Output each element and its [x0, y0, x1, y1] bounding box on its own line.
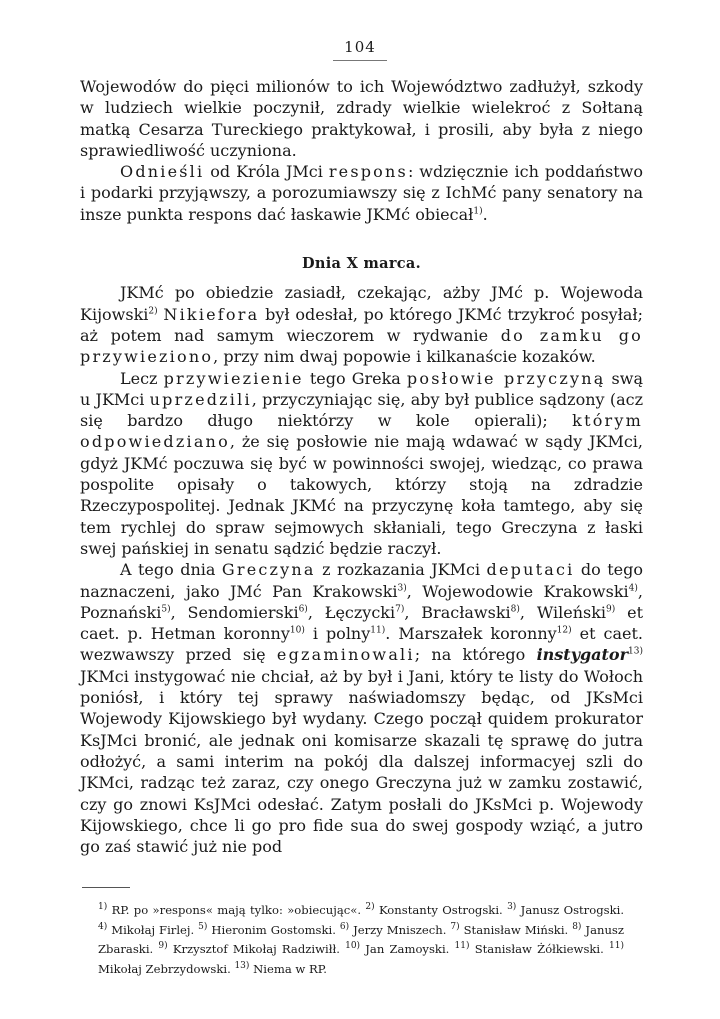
footnote-ref: 4) [628, 583, 638, 594]
footnote-ref: 9) [606, 604, 616, 615]
paragraph-1: Wojewodów do pięci milionów to ich Województwo zadłużył, szkody w ludziech wielkie poczynił, zdrady wielkie wielekroć z Sołtaną matką Cesarza Tureckiego praktykował, i prosili, aby była z niego sprawiedliwość uczyniona. [80, 77, 643, 160]
footnotes [98, 901, 624, 979]
footnote-ref: 6) [298, 604, 308, 615]
section-heading: Dnia X marca. [302, 255, 421, 273]
footnote-ref: 12) [556, 625, 572, 636]
footnote-ref: 13) [628, 647, 643, 658]
footnote-ref: 7) [395, 604, 405, 615]
footnote-rule [82, 887, 130, 888]
footnote-block: $^{1)}$ RP. po »respons« mają tylko: »obiecując«. $^{2)}$ Konstanty Ostrogski. $^{3)}$ Janusz Ostrogski. $^{4)}$ Mikołaj Firlej. $^{5)}$ Hieronim Gostomski. $^{6)}$ Jerzy Mniszech. $^{7)}$ Stanisław Miński. $^{8)}$ Janusz Zbaraski. $^{9)}$ Krzysztof Mikołaj Radziwiłł. $^{10)}$ Jan Zamoyski. $^{11)}$ Stanisław Żółkiewski. $^{11)}$ Mikołaj Zebrzydowski. $^{13)}$ Niema w RP. [98, 902, 624, 976]
footnote-ref: 2) [148, 306, 158, 317]
paragraph-5: A tego dnia Greczyna z rozkazania JKMci deputaci do tego naznaczeni, jako JMć Pan Krakowski$^{3)}$, Wojewodowie Krakowski$^{4)}$, Poznański$^{5)}$, Sendomierski$^{6)}$, Łęczycki$^{7)}$, Bracławski$^{8)}$, Wileński$^{9)}$ et caet. p. Hetman koronny$^{10)}$ i polny$^{11)}$. Marszałek koronny$^{12)}$ et caet. wezwawszy przed się egzaminowali; na którego instygator$^{13)}$ JKMci instygować nie chciał, aż by był i Jani, który te listy do Wołoch poniósł, i który tej sprawy naświadomszy będąc, od JKsMci Wojewody Kijowskiego był wydany. Czego począł quidem prokurator KsJMci bronić, ale jednak oni komisarze skazali tę sprawę do jutra odłożyć, a sami interim na pokój dla dalszej informacyej szli do JKMci, radząc też zaraz, czy onego Greczyna już w zamku zostawić, czy go znowi KsJMci odesłać. Zatym posłali do JKsMci p. Wojewody Kijowskiego, chce li go pro fide sua do swej gospody wziąć, a jutro go zaś stawić już nie pod [80, 560, 644, 857]
footnote-ref: 5) [161, 604, 171, 615]
page-number: 104 [344, 38, 376, 56]
footnote-ref: 1) [473, 206, 483, 217]
footnote-ref: 10) [289, 625, 305, 636]
body-text [80, 76, 643, 857]
paragraph-3: JKMć po obiedzie zasiadł, czekając, ażby JMć p. Wojewoda Kijowski$^{2)}$ Nikiefora był odesłał, po którego JKMć trzykroć posyłał; aż potem nad samym wieczorem w rydwanie do zamku go przywieziono, przy nim dwaj popowie i kilkanaście kozaków. [80, 283, 644, 367]
paragraph-2: Odnieśli od Króla JMci respons: wdzięcznie ich poddaństwo i podarki przyjąwszy, a porozumiawszy się z IchMć pany senatory na insze punkta respons dać łaskawie JKMć obiecał$^{1)}$. [80, 162, 644, 224]
paragraph-4: Lecz przywiezienie tego Greka posłowie przyczyną swą u JKMci uprzedzili, przyczyniając się, aby był publice sądzony (acz się bardzo długo niektórzy w kole opierali); którym odpowiedziano, że się posłowie nie mają wdawać w sądy JKMci, gdyż JKMć poczuwa się być w powinności swojej, wiedząc, co prawa pospolite opisały o takowych, którzy stoją na zdradzie Rzeczypospolitej. Jednak JKMć na przyczynę koła tamtego, aby się tem rychlej do spraw sejmowych skłaniali, tego Greczyna z łaski swej pańskiej in senatu sądzić będzie raczył. [80, 368, 644, 558]
footnote-ref: 3) [397, 583, 407, 594]
footnote-ref: 8) [510, 604, 520, 615]
footnote-ref: 11) [370, 625, 386, 636]
page-number-rule [333, 60, 387, 61]
